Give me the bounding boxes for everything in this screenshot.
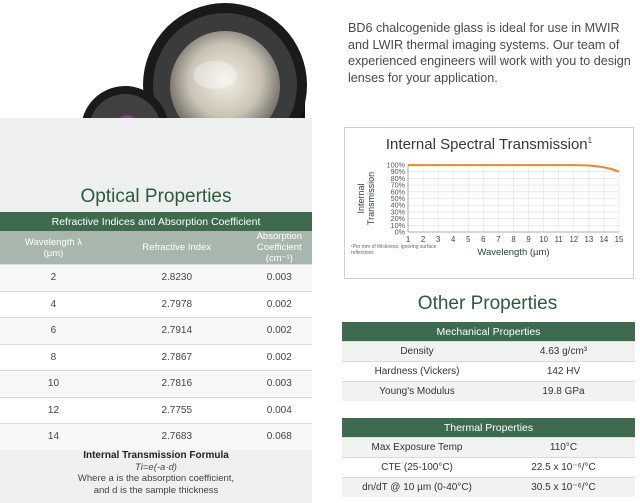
cell-absorption: 0.002 — [247, 318, 312, 345]
table-row — [342, 478, 635, 498]
y-tick-label: 0% — [394, 227, 405, 237]
y-tick-label: 90% — [390, 167, 405, 177]
intro-text: BD6 chalcogenide glass is ideal for use in MWIR and LWIR thermal imaging systems. Our team of experienced engineers will work with you to design lenses for your application. — [348, 21, 631, 85]
cell-wavelength: 10 — [0, 371, 107, 398]
table-row — [0, 397, 312, 424]
cell-absorption: 0.003 — [247, 371, 312, 398]
x-axis-label: Wavelength (µm) — [477, 247, 550, 258]
y-axis-label: InternalTransmission — [356, 171, 376, 226]
formula-title: Internal Transmission Formula — [83, 450, 229, 461]
col-wavelength: Wavelength λ (µm) — [0, 231, 107, 265]
cell-wavelength: 8 — [0, 344, 107, 371]
table-row — [0, 371, 312, 398]
x-tick-label: 6 — [481, 235, 486, 244]
prop-value: 30.5 x 10⁻⁶/°C — [492, 478, 635, 498]
cell-absorption: 0.002 — [247, 344, 312, 371]
x-tick-label: 5 — [466, 235, 471, 244]
prop-value: 22.5 x 10⁻⁶/°C — [492, 458, 635, 478]
table-row — [0, 318, 312, 345]
prop-value: 4.63 g/cm³ — [492, 342, 635, 362]
y-tick-label: 10% — [390, 220, 405, 230]
cell-index: 2.7755 — [107, 397, 247, 424]
table-row — [342, 362, 635, 382]
cell-absorption: 0.003 — [247, 265, 312, 292]
chart-footnote: ¹Per mm of thickness, ignoring surface reflections — [351, 244, 437, 256]
x-tick-label: 12 — [569, 235, 579, 244]
mechanical-title: Mechanical Properties — [342, 322, 635, 342]
cell-index: 2.7867 — [107, 344, 247, 371]
cell-index: 2.8230 — [107, 265, 247, 292]
table-row — [342, 458, 635, 478]
col-refractive-index: Refractive Index — [107, 231, 247, 265]
x-tick-label: 11 — [554, 235, 563, 244]
optical-properties-heading: Optical Properties — [80, 186, 232, 207]
cell-wavelength: 6 — [0, 318, 107, 345]
prop-key: Max Exposure Temp — [342, 438, 492, 458]
x-tick-label: 3 — [435, 235, 441, 244]
formula-note-1: Where a is the absorption coefficient, — [77, 473, 235, 484]
x-tick-label: 13 — [584, 235, 594, 244]
col-absorption: Absorption Coefficient (cm⁻¹) — [247, 231, 312, 265]
refractive-index-table — [0, 212, 312, 450]
table-row — [0, 424, 312, 450]
y-tick-label: 70% — [390, 180, 405, 190]
x-tick-label: 7 — [496, 235, 501, 244]
prop-value: 19.8 GPa — [492, 382, 635, 402]
table-row — [342, 342, 635, 362]
prop-value: 142 HV — [492, 362, 635, 382]
cell-index: 2.7683 — [107, 424, 247, 450]
y-tick-label: 30% — [390, 207, 405, 217]
transmission-chart — [344, 127, 634, 279]
x-tick-label: 1 — [405, 235, 411, 244]
cell-wavelength: 12 — [0, 397, 107, 424]
prop-value: 110°C — [492, 438, 635, 458]
chart-title-footnote: 1 — [587, 136, 593, 145]
y-tick-label: 100% — [386, 160, 405, 170]
prop-key: Density — [342, 342, 492, 362]
y-tick-label: 60% — [390, 187, 405, 197]
table-row — [342, 382, 635, 402]
formula-equation: Ti=e(-a·d) — [135, 461, 177, 473]
x-tick-label: 8 — [511, 235, 516, 244]
table-row — [0, 344, 312, 371]
y-tick-label: 50% — [390, 194, 405, 203]
chart-title-text: Internal Spectral Transmission — [385, 136, 588, 153]
y-tick-label: 80% — [390, 173, 405, 183]
formula-note-2: and d is the sample thickness — [93, 484, 219, 496]
prop-key: Hardness (Vickers) — [342, 362, 492, 382]
transmission-formula — [0, 450, 312, 496]
cell-absorption: 0.004 — [247, 397, 312, 424]
cell-wavelength: 2 — [0, 265, 107, 292]
cell-absorption: 0.002 — [247, 291, 312, 318]
y-tick-label: 20% — [390, 214, 405, 224]
table-row — [342, 438, 635, 458]
thermal-properties-table — [342, 418, 635, 497]
table-row — [0, 291, 312, 318]
cell-wavelength: 4 — [0, 291, 107, 318]
x-tick-label: 2 — [420, 235, 426, 244]
cell-index: 2.7978 — [107, 291, 247, 318]
prop-key: Young's Modulus — [342, 382, 492, 402]
prop-key: dn/dT @ 10 µm (0-40°C) — [342, 478, 492, 498]
chart-plot — [345, 128, 633, 278]
x-tick-label: 9 — [526, 235, 531, 244]
cell-index: 2.7914 — [107, 318, 247, 345]
cell-wavelength: 14 — [0, 424, 107, 450]
x-tick-label: 10 — [539, 235, 548, 244]
cell-absorption: 0.068 — [247, 424, 312, 450]
other-properties-heading: Other Properties — [417, 293, 558, 314]
thermal-title: Thermal Properties — [342, 418, 635, 438]
table-row — [0, 265, 312, 292]
y-tick-label: 40% — [390, 200, 405, 210]
prop-key: CTE (25-100°C) — [342, 458, 492, 478]
mechanical-properties-table — [342, 322, 635, 401]
cell-index: 2.7816 — [107, 371, 247, 398]
refractive-table-title: Refractive Indices and Absorption Coefficient — [0, 212, 312, 231]
x-tick-label: 15 — [614, 235, 624, 244]
x-tick-label: 14 — [599, 235, 609, 244]
x-tick-label: 4 — [451, 235, 456, 244]
